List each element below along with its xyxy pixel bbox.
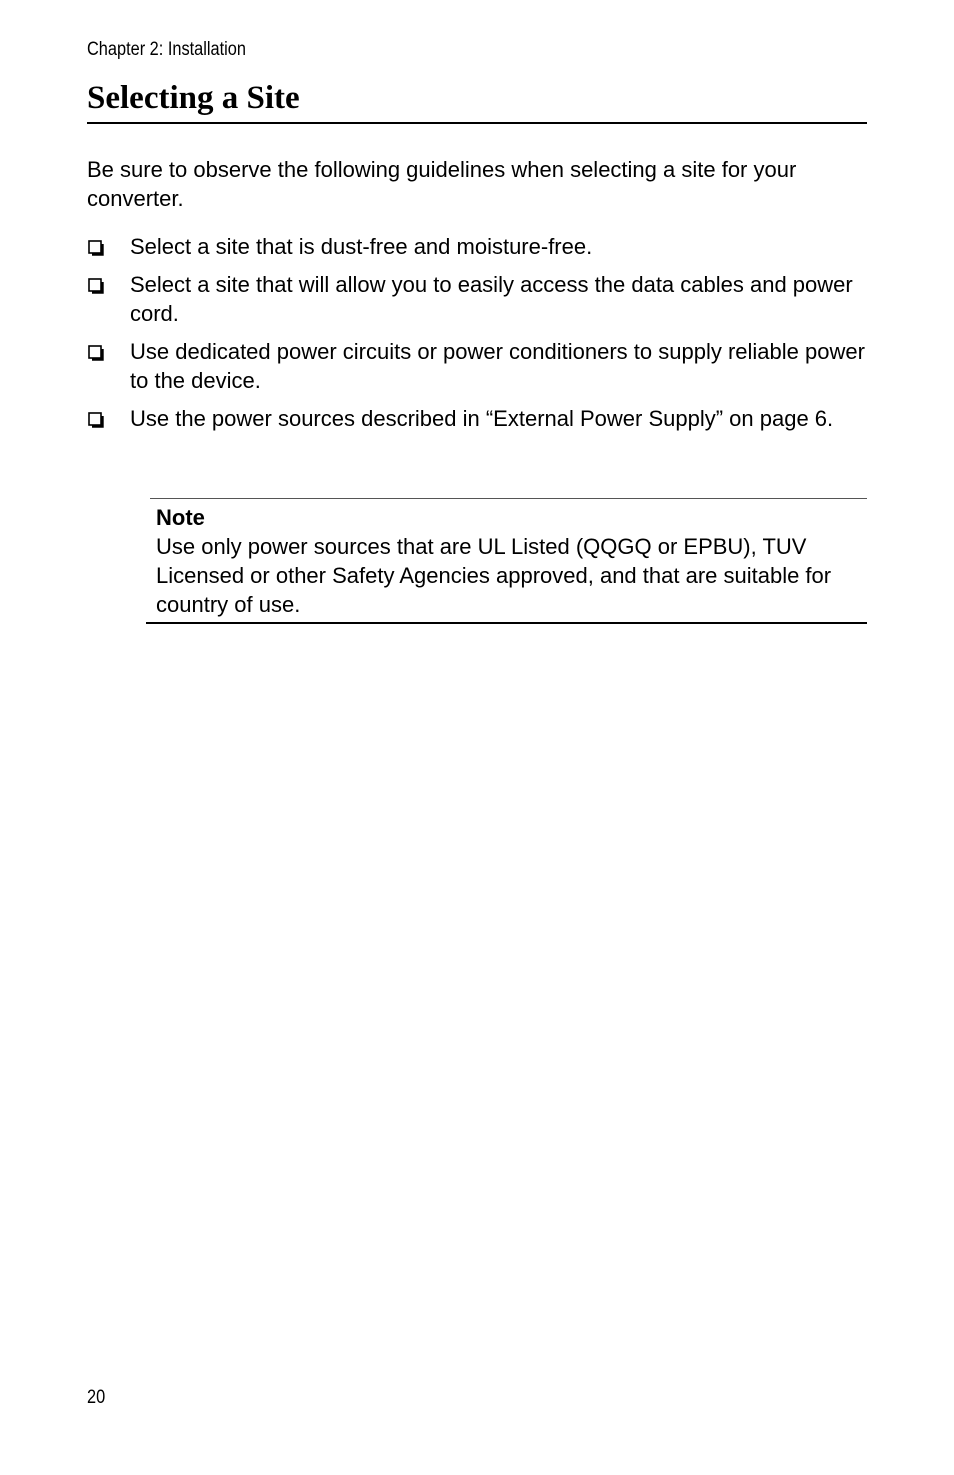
list-item-text: Use the power sources described in “External Power Supply” on page 6.: [130, 406, 834, 431]
checkbox-square-icon: [88, 278, 105, 295]
page-title: Selecting a Site: [87, 80, 300, 116]
list-item-text: Use dedicated power circuits or power conditioners to supply reliable power to the device.: [130, 339, 865, 393]
intro-paragraph: Be sure to observe the following guidelines when selecting a site for your converter.: [87, 157, 797, 211]
list-item: [87, 337, 867, 395]
note-body: Use only power sources that are UL Listed (QQGQ or EPBU), TUV Licensed or other Safety Agencies approved, and that are suitable for country of use.: [156, 534, 832, 617]
list-item: [87, 232, 867, 261]
checkbox-square-icon: [88, 345, 105, 362]
list-item-text: Select a site that will allow you to easily access the data cables and power cord.: [130, 272, 853, 326]
list-item-text: Select a site that is dust-free and moisture-free.: [130, 234, 593, 259]
running-head: Chapter 2: Installation: [87, 39, 246, 60]
note-bottom-divider: [146, 622, 867, 624]
note-box: [156, 503, 868, 619]
checkbox-square-icon: [88, 240, 105, 257]
guidelines-list: [87, 232, 867, 442]
title-divider: [87, 122, 867, 124]
list-item: [87, 404, 867, 433]
list-item: [87, 270, 867, 328]
page-number: 20: [87, 1387, 106, 1408]
checkbox-square-icon: [88, 412, 105, 429]
note-top-divider: [150, 498, 867, 499]
note-heading: Note: [156, 505, 205, 530]
